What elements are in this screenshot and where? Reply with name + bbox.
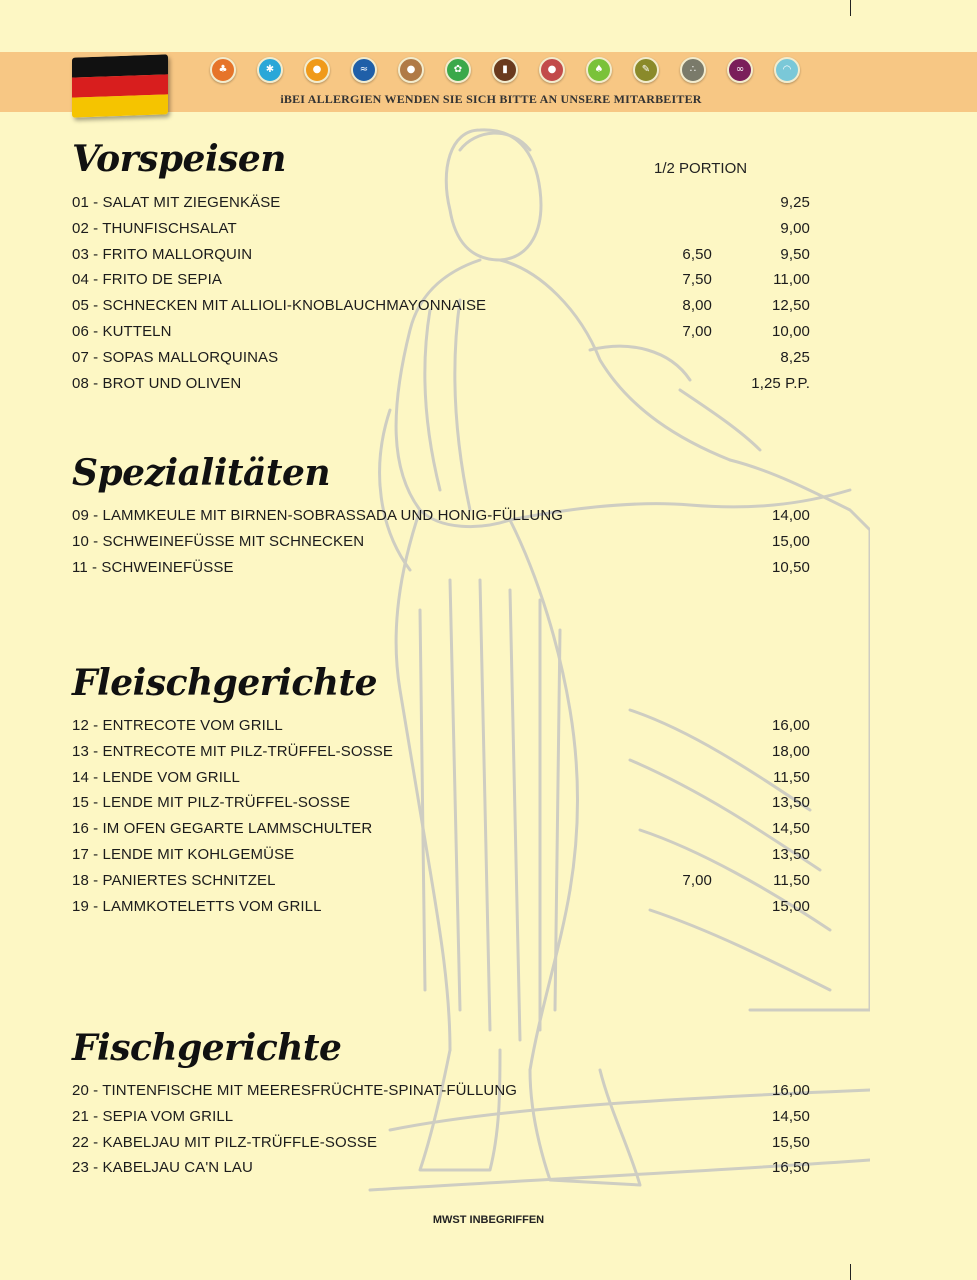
menu-item-price: 9,00	[780, 219, 810, 237]
menu-item	[72, 898, 812, 924]
menu-item-half-price: 7,00	[682, 871, 712, 889]
menu-item-name: 11 - SCHWEINEFÜSSE	[72, 558, 234, 576]
menu-item-name: 08 - BROT UND OLIVEN	[72, 374, 242, 392]
menu-item-name: 19 - LAMMKOTELETTS VOM GRILL	[72, 897, 322, 915]
menu-item-name: 07 - SOPAS MALLORQUINAS	[72, 348, 279, 366]
menu-item-name: 16 - IM OFEN GEGARTE LAMMSCHULTER	[72, 820, 373, 838]
menu-item-name: 23 - KABELJAU CA'N LAU	[72, 1159, 253, 1177]
menu-item	[72, 507, 812, 533]
menu-item-name: 15 - LENDE MIT PILZ-TRÜFFEL-SOSSE	[72, 794, 351, 812]
menu-item-price: 11,50	[773, 871, 810, 889]
nuts-icon: ●	[539, 57, 565, 83]
menu-item	[72, 533, 812, 559]
menu-item-name: 01 - SALAT MIT ZIEGENKÄSE	[72, 194, 281, 211]
allergen-icons	[210, 57, 800, 83]
menu-item-price: 14,50	[771, 820, 810, 838]
menu-item-price: 12,50	[771, 297, 810, 315]
menu-item	[72, 375, 812, 401]
menu-item-price: 9,25	[780, 194, 810, 211]
menu-item-price: 14,50	[771, 1107, 810, 1125]
menu-item-name: 12 - ENTRECOTE VOM GRILL	[72, 717, 283, 734]
fish-icon: ≈	[351, 57, 377, 83]
menu-item-half-price: 7,50	[682, 271, 712, 289]
milk-icon: ▮	[492, 57, 518, 83]
menu-list-vorspeisen	[72, 194, 812, 400]
menu-item	[72, 820, 812, 846]
menu-item	[72, 194, 812, 220]
mollusc-icon: ◠	[774, 57, 800, 83]
soy-icon: ✿	[445, 57, 471, 83]
menu-item-name: 22 - KABELJAU MIT PILZ-TRÜFFLE-SOSSE	[72, 1133, 378, 1151]
peanut-icon: ●	[398, 57, 424, 83]
menu-item-name: 04 - FRITO DE SEPIA	[72, 271, 222, 289]
menu-item-price: 9,50	[780, 245, 810, 263]
menu-item-price: 16,00	[771, 1082, 810, 1099]
menu-item	[72, 271, 812, 297]
menu-item-name: 20 - TINTENFISCHE MIT MEERESFRÜCHTE-SPINAT-FÜLLUNG	[72, 1082, 518, 1099]
section-title-spezialitaeten: Spezialitäten	[72, 452, 331, 494]
menu-item-half-price: 6,50	[682, 245, 712, 263]
menu-item	[72, 846, 812, 872]
menu-item-name: 03 - FRITO MALLORQUIN	[72, 245, 253, 263]
flag-stripe-gold	[72, 94, 168, 117]
menu-list-spezialitaeten	[72, 507, 812, 584]
menu-item-price: 11,50	[773, 768, 810, 786]
menu-item-half-price: 7,00	[682, 322, 712, 340]
menu-item-name: 18 - PANIERTES SCHNITZEL	[72, 871, 276, 889]
mustard-icon: ✎	[633, 57, 659, 83]
menu-item	[72, 297, 812, 323]
menu-item-name: 10 - SCHWEINEFÜSSE MIT SCHNECKEN	[72, 532, 365, 550]
menu-item-name: 17 - LENDE MIT KOHLGEMÜSE	[72, 845, 295, 863]
menu-item-price: 13,50	[771, 845, 810, 863]
gluten-icon: ♣	[210, 57, 236, 83]
sulphite-icon: ∞	[727, 57, 753, 83]
menu-item-name: 14 - LENDE VOM GRILL	[72, 768, 240, 786]
menu-item-name: 06 - KUTTELN	[72, 322, 172, 340]
menu-item	[72, 743, 812, 769]
section-title-fischgerichte: Fischgerichte	[72, 1027, 342, 1069]
menu-item	[72, 794, 812, 820]
menu-item-price: 1,25 P.P.	[751, 374, 810, 392]
menu-item-price: 16,00	[771, 717, 810, 734]
menu-item	[72, 349, 812, 375]
menu-item	[72, 559, 812, 585]
section-title-vorspeisen: Vorspeisen	[72, 138, 286, 180]
menu-item-price: 16,50	[771, 1159, 810, 1177]
menu-item	[72, 1108, 812, 1134]
menu-item	[72, 717, 812, 743]
menu-item-price: 14,00	[771, 507, 810, 524]
menu-item-name: 21 - SEPIA VOM GRILL	[72, 1107, 234, 1125]
sesame-icon: ∴	[680, 57, 706, 83]
menu-item-price: 15,00	[771, 532, 810, 550]
menu-item-price: 10,50	[771, 558, 810, 576]
german-flag-icon	[72, 54, 168, 117]
menu-item-price: 15,50	[771, 1133, 810, 1151]
menu-item	[72, 1159, 812, 1185]
crop-mark-bottom	[850, 1264, 851, 1280]
menu-item-price: 18,00	[771, 742, 810, 760]
section-title-fleischgerichte: Fleischgerichte	[72, 662, 378, 704]
crustacean-icon: ✱	[257, 57, 283, 83]
egg-icon: ●	[304, 57, 330, 83]
menu-item	[72, 872, 812, 898]
menu-item-price: 8,25	[780, 348, 810, 366]
celery-icon: ♠	[586, 57, 612, 83]
allergy-notice: iBEI ALLERGIEN WENDEN SIE SICH BITTE AN UNSERE MITARBEITER	[280, 92, 702, 106]
menu-item-name: 05 - SCHNECKEN MIT ALLIOLI-KNOBLAUCHMAYONNAISE	[72, 297, 487, 315]
crop-mark-top	[850, 0, 851, 16]
menu-item	[72, 246, 812, 272]
menu-item-price: 10,00	[771, 322, 810, 340]
menu-item-name: 09 - LAMMKEULE MIT BIRNEN-SOBRASSADA UND HONIG-FÜLLUNG	[72, 507, 564, 524]
menu-item	[72, 1134, 812, 1160]
menu-item	[72, 1082, 812, 1108]
menu-item	[72, 769, 812, 795]
menu-item-price: 11,00	[773, 271, 810, 289]
menu-list-fleischgerichte	[72, 717, 812, 923]
half-portion-header: 1/2 PORTION	[654, 160, 748, 177]
menu-item-name: 02 - THUNFISCHSALAT	[72, 219, 237, 237]
menu-item-half-price: 8,00	[682, 297, 712, 315]
menu-item	[72, 220, 812, 246]
menu-item-price: 13,50	[771, 794, 810, 812]
menu-item	[72, 323, 812, 349]
footer-vat-note: MWST INBEGRIFFEN	[432, 1214, 545, 1226]
menu-list-fischgerichte	[72, 1082, 812, 1185]
menu-item-name: 13 - ENTRECOTE MIT PILZ-TRÜFFEL-SOSSE	[72, 742, 393, 760]
menu-item-price: 15,00	[771, 897, 810, 915]
